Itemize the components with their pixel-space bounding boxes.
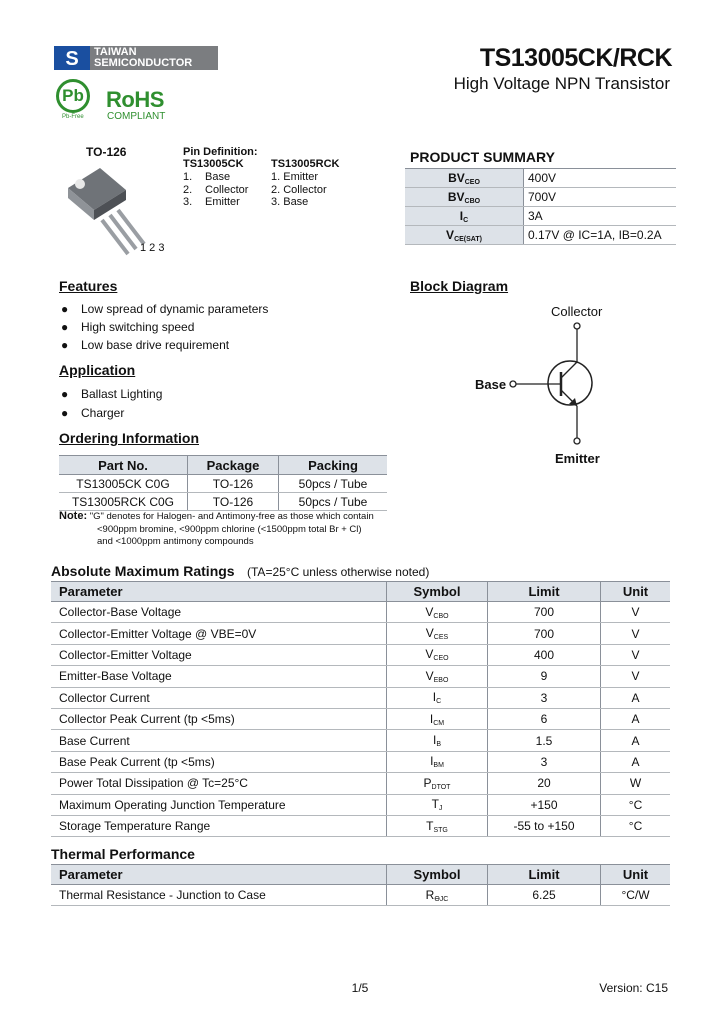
ordering-note: Note: "G" denotes for Halogen- and Antimony-free as those which contain <900ppm bromine, <900ppm chlorine (<1500ppm total Br + Cl) and <1000ppm antimony compounds [59,510,374,547]
application-title: Application [59,362,136,378]
pin-a-num: 1. [183,171,193,183]
table-row: $BV_{CEO}$ 400V [405,169,676,188]
table-header-row: Parameter Symbol Limit Unit [51,582,670,602]
table-row: Collector Current $I_C$ 3 A [51,687,670,708]
npn-transistor-symbol-icon [505,318,605,448]
abs-max-table [51,581,670,837]
table-row: Collector-Emitter Voltage @ VBE=0V $V_{CES}$ 700 V [51,623,670,644]
list-item: ● Charger [61,406,125,420]
pin-a-num: 2. [183,183,193,196]
table-row: Base Peak Current (tp <5ms) $I_{BM}$ 3 A [51,751,670,772]
list-item: ● High switching speed [61,320,195,334]
pin-a-num: 3. [183,196,193,208]
version-label: Version: C15 [599,981,668,995]
pin-b-item: 2. Collector [271,183,327,196]
abs-max-condition: (TA=25°C unless otherwise noted) [247,565,430,579]
table-row: Collector-Base Voltage $V_{CBO}$ 700 V [51,602,670,623]
pin-a-name: Emitter [205,196,240,208]
product-summary-title: PRODUCT SUMMARY [410,149,555,165]
ordering-table [59,455,387,511]
ordering-title: Ordering Information [59,430,199,446]
pb-free-label: Pb-Free [62,114,84,120]
block-diagram-title: Block Diagram [410,278,509,294]
base-label: Base [475,377,507,392]
table-row: Collector Peak Current (tp <5ms) $I_{CM}$ 6 A [51,708,670,729]
table-row: Thermal Resistance - Junction to Case $R_{ӨJC}$ 6.25 °C/W [51,885,670,906]
table-header-row: Parameter Symbol Limit Unit [51,865,670,885]
company-logo-icon [54,46,90,70]
pin-numbers: 1 2 3 [140,242,165,254]
abs-max-title: Absolute Maximum Ratings [51,563,235,579]
pin-b-item: 1. Emitter [271,171,319,183]
table-row: $V_{CE(SAT)}$ 0.17V @ IC=1A, IB=0.2A [405,226,676,245]
table-row: Maximum Operating Junction Temperature $T_J$ +150 °C [51,794,670,815]
svg-text:S: S [65,48,79,70]
pin-a-name: Collector [205,183,249,196]
pin-col-b-header: TS13005RCK [271,158,340,170]
document-title: TS13005CK/RCK [479,44,672,72]
table-row: $I_C$ 3A [405,207,676,226]
company-name: TAIWAN SEMICONDUCTOR [90,46,218,70]
table-row: $BV_{CBO}$ 700V [405,188,676,207]
table-row: Power Total Dissipation @ Tc=25°C $P_{DTOT}$ 20 W [51,773,670,794]
list-item: ● Low base drive requirement [61,338,230,352]
rohs-logo: RoHS [106,87,164,112]
thermal-table [51,864,670,906]
table-header-row: Part No. Package Packing [59,456,387,475]
list-item: ● Ballast Lighting [61,387,163,401]
table-row: Storage Temperature Range $T_{STG}$ -55 to +150 °C [51,815,670,836]
package-name: TO-126 [86,145,127,159]
rohs-compliant-label: COMPLIANT [107,111,166,122]
pin-col-a-header: TS13005CK [183,158,244,170]
emitter-label: Emitter [555,451,600,466]
collector-label: Collector [551,304,603,319]
product-summary-table [405,168,676,245]
table-row: Base Current $I_B$ 1.5 A [51,730,670,751]
pin-a-name: Base [205,171,231,183]
thermal-title: Thermal Performance [51,846,195,862]
table-row: Emitter-Base Voltage $V_{EBO}$ 9 V [51,666,670,687]
features-title: Features [59,278,118,294]
table-row: TS13005RCK C0G TO-126 50pcs / Tube [59,493,387,511]
table-row: Collector-Emitter Voltage $V_{CEO}$ 400 V [51,644,670,665]
list-item: ● Low spread of dynamic parameters [61,302,269,316]
table-row: TS13005CK C0G TO-126 50pcs / Tube [59,475,387,493]
pb-free-icon: Pb [56,79,90,113]
document-subtitle: High Voltage NPN Transistor [453,74,670,93]
page-number: 1/5 [351,981,369,995]
pin-b-item: 3. Base [271,196,309,208]
pin-definition-title: Pin Definition: [183,146,258,158]
